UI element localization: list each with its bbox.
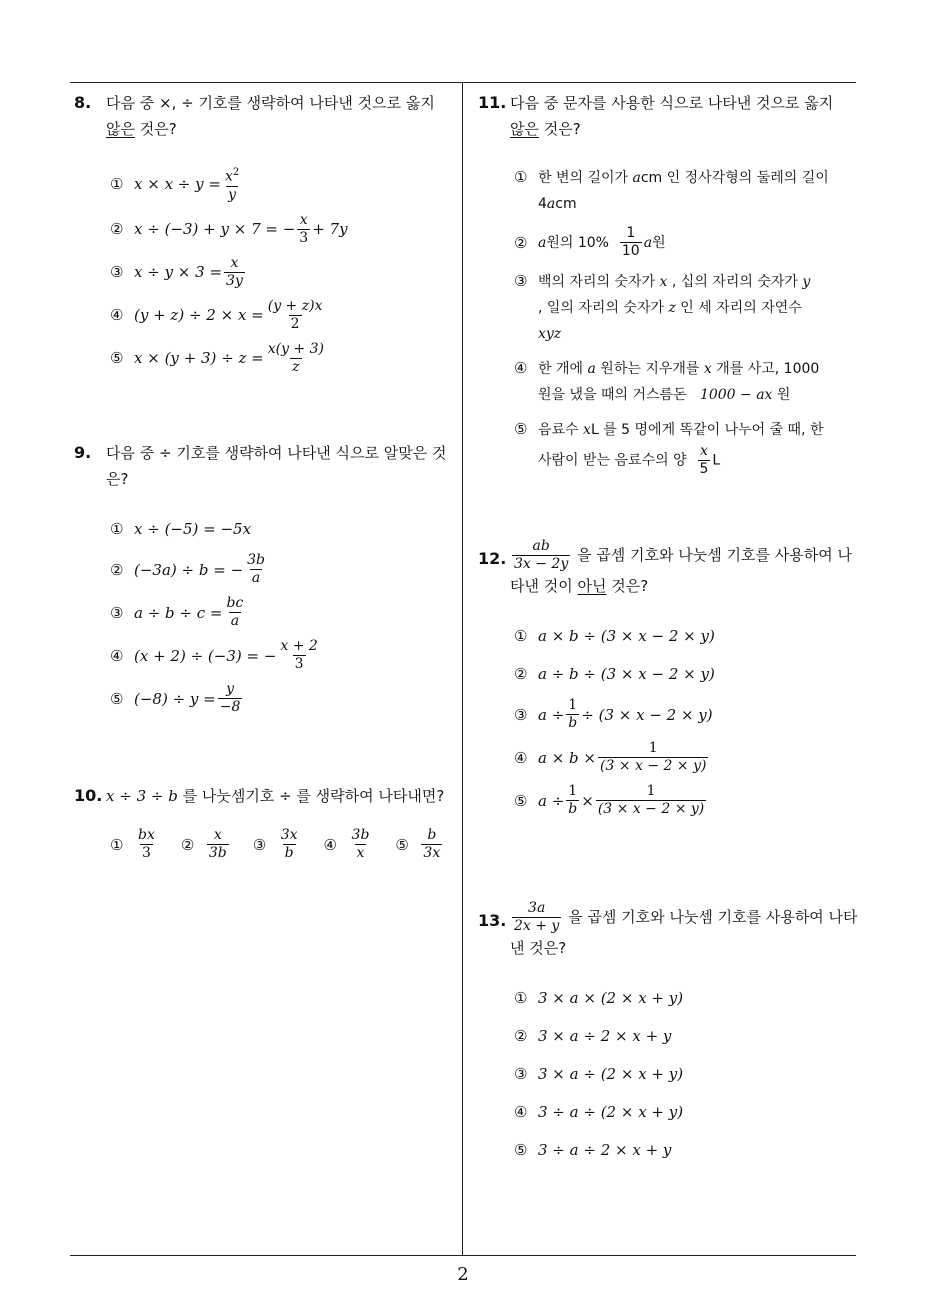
question-10 — [74, 783, 458, 862]
question-stem: $\frac{ab}{3x - 2y}$ 을 곱셈 기호와 나눗셈 기호를 사용하여 나 타낸 것이 아닌 것은? — [510, 538, 852, 595]
choice-3[interactable]: ③ 백의 자리의 숫자가 x , 십의 자리의 숫자가 y , 일의 자리의 숫자가 z 인 세 자리의 자연수 xyz — [514, 272, 811, 342]
top-rule — [70, 82, 856, 83]
question-number: 11. — [478, 93, 507, 112]
choice-5[interactable]: ⑤ x × (y + 3) ÷ z = $\frac{x(y + 3)}{z}$ — [110, 340, 325, 375]
choice-1[interactable]: ① a × b ÷ (3 × x − 2 × y) — [514, 627, 715, 645]
question-13 — [478, 900, 862, 1173]
choice-2[interactable]: ② a 원의 10% $\frac{1}{10}$ a 원 — [514, 225, 666, 259]
choice-5[interactable]: ⑤ $\frac{b}{3x}$ — [395, 827, 441, 861]
choice-5[interactable]: ⑤ a ÷ $\frac{1}{b}$ × $\frac{1}{(3 \times x - 2 \times y)}$ — [514, 783, 705, 817]
choice-4[interactable]: ④ 3 ÷ a ÷ (2 × x + y) — [514, 1103, 684, 1121]
choice-3[interactable]: ③ a ÷ b ÷ c = $\frac{bc}{a}$ — [110, 595, 244, 629]
question-11 — [478, 90, 862, 486]
choice-4[interactable]: ④ $\frac{3b}{x}$ — [323, 827, 370, 861]
choice-4[interactable]: ④ 한 개에 a 원하는 지우개를 x 개를 사고, 1000 원을 냈을 때의 거스름돈 1000 − ax 원 — [514, 359, 820, 403]
choice-3[interactable]: ③ 3 × a ÷ (2 × x + y) — [514, 1065, 684, 1083]
choice-5[interactable]: ⑤ 음료수 xL 를 5 명에게 똑같이 나누어 줄 때, 한 사람이 받는 음료수의 양 $\frac{x}{5}$ L — [514, 420, 824, 477]
choice-1[interactable]: ① x × x ÷ y = $\frac{x^2}{y}$ — [110, 167, 240, 203]
question-stem: 다음 중 ×, ÷ 기호를 생략하여 나타낸 것으로 옳지 않은 것은? — [106, 94, 435, 138]
question-number: 9. — [74, 443, 92, 462]
choice-2[interactable]: ② x ÷ (−3) + y × 7 = − $\frac{x}{3}$ + 7y — [110, 211, 348, 246]
question-9 — [74, 440, 458, 724]
question-stem: 다음 중 문자를 사용한 식으로 나타낸 것으로 옳지 않은 것은? — [510, 94, 834, 138]
choice-3[interactable]: ③ x ÷ y × 3 = $\frac{x}{3y}$ — [110, 254, 243, 289]
choice-3[interactable]: ③ $\frac{3x}{b}$ — [252, 827, 298, 861]
question-number: 12. — [478, 549, 507, 568]
choice-1[interactable]: ① $\frac{bx}{3}$ — [110, 827, 155, 861]
choice-4[interactable]: ④ a × b × $\frac{1}{(3 \times x - 2 \times y)}$ — [514, 740, 707, 774]
choice-1[interactable]: ① 3 × a × (2 × x + y) — [514, 989, 684, 1007]
choice-2[interactable]: ② 3 × a ÷ 2 × x + y — [514, 1027, 672, 1045]
question-number: 13. — [478, 911, 507, 930]
question-stem: x ÷ 3 ÷ b 를 나눗셈기호 ÷ 를 생략하여 나타내면? — [106, 787, 445, 805]
choice-2[interactable]: ② a ÷ b ÷ (3 × x − 2 × y) — [514, 665, 715, 683]
choice-2[interactable]: ② $\frac{x}{3b}$ — [180, 827, 227, 861]
choice-2[interactable]: ② (−3a) ÷ b = − $\frac{3b}{a}$ — [110, 552, 266, 586]
question-stem: 다음 중 ÷ 기호를 생략하여 나타낸 식으로 알맞은 것 은? — [106, 444, 447, 488]
choice-5[interactable]: ⑤ (−8) ÷ y = $\frac{y}{-8}$ — [110, 681, 241, 715]
page-number: 2 — [457, 1264, 469, 1285]
choice-1[interactable]: ① 한 변의 길이가 acm 인 정사각형의 둘레의 길이 4acm — [514, 168, 829, 212]
column-divider — [462, 83, 463, 1256]
choice-4[interactable]: ④ (x + 2) ÷ (−3) = − $\frac{x + 2}{3}$ — [110, 638, 318, 672]
bottom-rule — [70, 1255, 856, 1256]
question-number: 8. — [74, 93, 92, 112]
question-number: 10. — [74, 786, 103, 805]
choice-5[interactable]: ⑤ 3 ÷ a ÷ 2 × x + y — [514, 1141, 672, 1159]
choice-3[interactable]: ③ a ÷ $\frac{1}{b}$ ÷ (3 × x − 2 × y) — [514, 697, 713, 731]
choice-1[interactable]: ① x ÷ (−5) = −5x — [110, 520, 252, 538]
question-8 — [74, 90, 458, 384]
question-12 — [478, 538, 862, 826]
choice-4[interactable]: ④ (y + z) ÷ 2 × x = $\frac{(y + z)x}{2}$ — [110, 297, 323, 332]
question-stem: $\frac{3a}{2x + y}$ 을 곱셈 기호와 나눗셈 기호를 사용하여 나타 낸 것은? — [510, 900, 858, 957]
